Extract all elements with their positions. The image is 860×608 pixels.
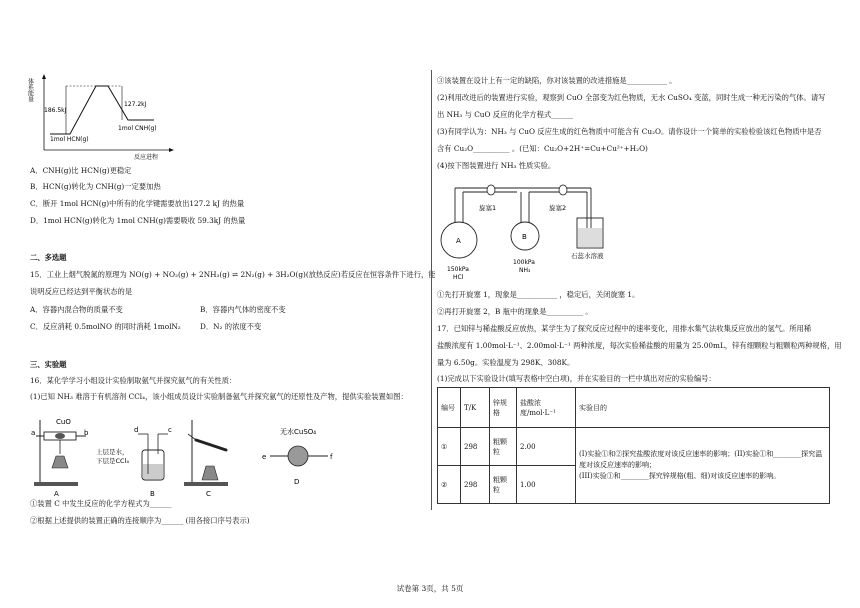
cell-purpose — [576, 428, 830, 504]
q16-c-equation: ①装置 C 中发生反应的化学方程式为______ — [30, 499, 172, 508]
q16-part4-1: ①先打开旋塞 1，现象是___________ ，稳定后，关闭旋塞 1。 — [437, 290, 640, 299]
litmus-label: 石蕊水溶液 — [571, 252, 604, 260]
page-footer: 试卷第 3页，共 5页 — [396, 584, 464, 593]
apparatus-c-label: C — [206, 490, 211, 498]
cell-zinc-spec: 粗颗粒 — [490, 466, 517, 504]
q15-option-b: B．容器内气体的密度不变 — [200, 305, 286, 314]
x-axis-label: 反应进程 — [134, 154, 159, 161]
header-number: 编号 — [438, 388, 461, 428]
port-e-label: e — [262, 453, 267, 461]
q15-option-a: A．容器内混合物的质量不变 — [30, 305, 123, 314]
energy-diagram — [26, 72, 180, 162]
q16-part4: (4)按下图装置进行 NH₃ 性质实验。 — [437, 161, 556, 170]
q14-option-b: B．HCN(g)转化为 CNH(g)一定要加热 — [30, 182, 161, 191]
cell-number: ① — [438, 428, 461, 466]
apparatus-d — [262, 427, 333, 486]
apparatus-c — [184, 420, 228, 498]
q14-option-a: A．CNH(g)比 HCN(g)更稳定 — [30, 166, 132, 175]
q16-part3-line2: 含有 Cu₂O__________ 。(已知：Cu₂O+2H⁺=Cu+Cu²⁺+H₂O) — [437, 144, 648, 153]
upper-water-label: 上层是水， — [96, 448, 129, 456]
purpose-line-2: (III)实验①和________探究锌规格(粗、细)对该反应速率的影响。 — [579, 472, 781, 481]
valve1-label: 旋塞1 — [479, 204, 497, 212]
flask-a-label: A — [456, 237, 461, 245]
q16-part2-line2: 出 NH₃ 与 CuO 反应的化学方程式______ — [437, 110, 574, 119]
cell-number: ② — [438, 466, 461, 504]
flask-a-gas: HCl — [453, 274, 464, 281]
q14-option-d: D．1mol HCN(g)转化为 1mol CNH(g)需要吸收 59.3kJ 的热量 — [30, 216, 246, 225]
product-label: 1mol CNH(g) — [118, 125, 157, 132]
reactant-label: 1mol HCN(g) — [50, 136, 89, 143]
table-row — [438, 428, 830, 466]
cuo-label: CuO — [56, 418, 71, 426]
experiment-table — [437, 387, 830, 504]
q15-option-d: D．N₂ 的浓度不变 — [200, 322, 262, 331]
header-temperature: T/K — [461, 388, 490, 428]
q15-stem-2: 说明反应已经达到平衡状态的是 — [30, 287, 133, 296]
flask-b-pressure: 100kPa — [513, 259, 535, 266]
q16-improvement: ③该装置在设计上有一定的缺陷，你对该装置的改进措施是___________ 。 — [437, 76, 677, 85]
q17-line4: (1)完成以下实验设计(填写表格中空白项)，并在实验目的一栏中填出对应的实验编号： — [437, 374, 716, 383]
q14-option-c: C．断开 1mol HCN(g)中所有的化学键需要放出127.2 kJ 的热量 — [30, 199, 245, 208]
q16-part4-2: ②再打开旋塞 2，B 瓶中的现象是__________ 。 — [437, 307, 593, 316]
section2-title: 二、多选题 — [30, 253, 67, 262]
port-d-label: d — [134, 426, 139, 434]
table-header-row — [438, 388, 830, 428]
q17-line1: 17．已知锌与稀盐酸反应放热，某学生为了探究反应过程中的速率变化，用排水集气法收集反应放出的氢气。所用稀 — [437, 324, 812, 333]
flask-b-gas: NH₃ — [519, 267, 531, 274]
lower-ccl4-label: 下层是CCl₄ — [96, 457, 129, 465]
q16-part3-line1: (3)有同学认为：NH₃ 与 CuO 反应生成的红色物质中可能含有 Cu₂O。请你设计一个简单的实验检验该红色物质中是否 — [437, 127, 822, 136]
apparatus-d-label: D — [294, 478, 300, 486]
port-f-label: f — [330, 453, 333, 461]
purpose-line-1: (I)实验①和②探究盐酸浓度对该反应速率的影响；(II)实验①和________探究温度对该反应速率的影响； — [579, 449, 823, 469]
q15-option-c: C．反应消耗 0.5molNO 的同时消耗 1molN₂ — [30, 322, 181, 331]
header-zinc-spec: 锌规格 — [490, 388, 517, 428]
valve2-label: 旋塞2 — [549, 204, 567, 212]
apparatus-diagram — [30, 410, 350, 498]
apparatus-a — [31, 418, 89, 498]
port-a-label: a — [31, 429, 36, 437]
cell-temperature: 298 — [461, 428, 490, 466]
port-c-label: c — [168, 426, 172, 434]
cell-concentration: 1.00 — [517, 466, 576, 504]
flask-a-pressure: 150kPa — [447, 266, 469, 273]
q17-line3: 量为 6.50g。实验温度为 298K、308K。 — [437, 358, 575, 367]
q17-line2: 盐酸浓度有 1.00mol·L⁻¹、2.00mol·L⁻¹ 两种浓度，每次实验稀盐酸的用量为 25.00mL，锌有细颗粒与粗颗粒两种规格，用 — [437, 341, 842, 350]
anhydrous-cuso4-label: 无水CuSO₄ — [280, 428, 317, 436]
cell-concentration: 2.00 — [517, 428, 576, 466]
left-level-label: 186.5kJ — [44, 107, 67, 114]
section3-title: 三、实验题 — [30, 360, 67, 369]
cell-zinc-spec: 粗颗粒 — [490, 428, 517, 466]
flask-b-label: B — [522, 233, 527, 241]
port-b-label: b — [84, 429, 89, 437]
apparatus-a-label: A — [54, 490, 59, 498]
flask-apparatus — [437, 178, 637, 283]
q16-connection-order: ②根据上述提供的装置正确的连接顺序为______ (用各接口序号表示) — [30, 516, 250, 525]
q15-stem-1: 15．工业上烟气脱氮的原理为 NO(g) + NO₂(g) + 2NH₃(g) ⇌ 2N₂(g) + 3H₂O(g)(放热反应)若反应在恒容条件下进行，能 — [30, 270, 436, 279]
apparatus-b-label: B — [150, 490, 155, 498]
q16-stem: 16．某化学学习小组设计实验制取氨气并探究氨气的有关性质： — [30, 376, 237, 385]
right-level-label: 127.2kJ — [124, 101, 147, 108]
header-purpose: 实验目的 — [576, 388, 830, 428]
energy-y-label: 体系能量 — [26, 78, 34, 102]
q16-part2-line1: (2)利用改进后的装置进行实验，观察到 CuO 全部变为红色物质，无水 CuSO₄ 变蓝，同时生成一种无污染的气体。请写 — [437, 93, 826, 102]
header-concentration: 盐酸浓度/mol·L⁻¹ — [517, 388, 576, 428]
cell-temperature: 298 — [461, 466, 490, 504]
column-divider — [431, 70, 432, 510]
q16-part1: (1)已知 NH₃ 难溶于有机溶剂 CCl₄，该小组成员设计实验制备氨气并探究氨气的还原性及产物，提供实验装置如图： — [30, 392, 408, 401]
apparatus-b — [96, 426, 172, 498]
